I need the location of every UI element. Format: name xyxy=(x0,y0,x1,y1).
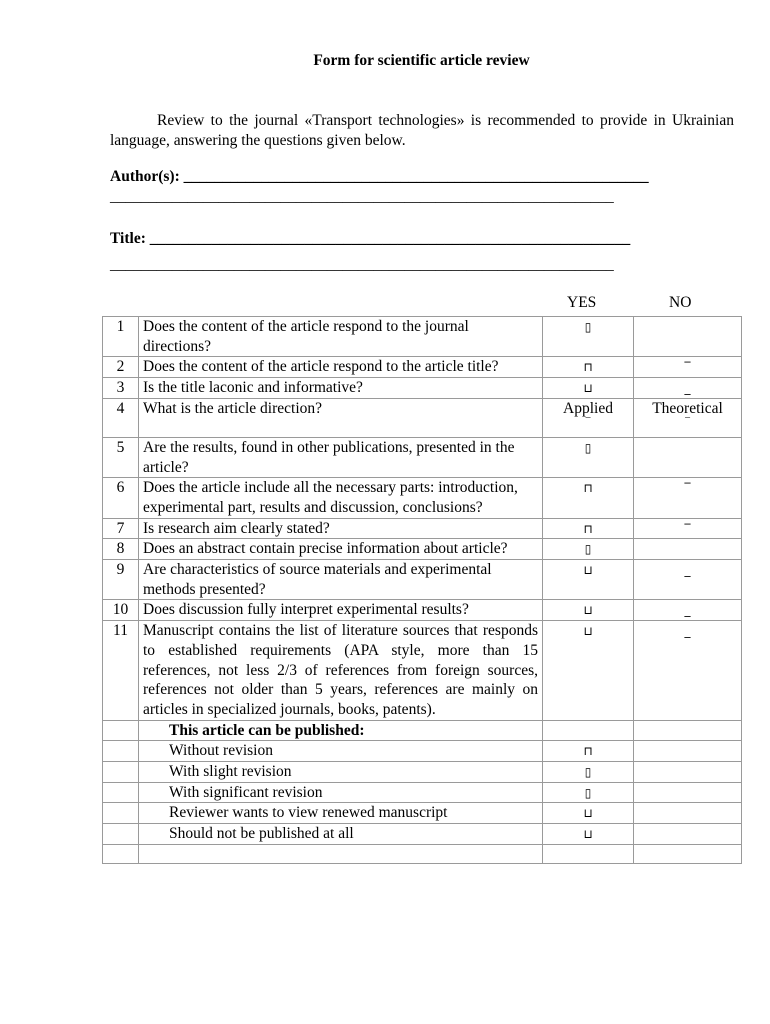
question-row xyxy=(103,317,742,357)
no-checkbox[interactable] xyxy=(634,600,742,621)
question-number: 10 xyxy=(103,600,139,621)
no-checkbox[interactable] xyxy=(634,437,742,477)
yes-checkbox[interactable] xyxy=(543,317,634,357)
question-row xyxy=(103,437,742,477)
publication-option-label: Reviewer wants to view renewed manuscript xyxy=(139,803,543,824)
yes-checkbox[interactable] xyxy=(543,621,634,721)
title-field[interactable] xyxy=(110,230,630,248)
no-checkbox[interactable] xyxy=(634,518,742,539)
checkbox-icon: _ xyxy=(684,603,691,618)
empty-cell xyxy=(634,844,742,863)
author-line-2[interactable]: _________________________________________________________________ xyxy=(110,188,614,205)
publication-option-checkbox[interactable] xyxy=(543,803,634,824)
review-table xyxy=(102,316,742,864)
empty-row xyxy=(103,844,742,863)
question-text: Does the article include all the necessary parts: introduction, experimental part, results and discussion, conclusions? xyxy=(139,478,543,518)
question-text: Are the results, found in other publications, presented in the article? xyxy=(139,437,543,477)
question-text: What is the article direction? xyxy=(139,398,543,437)
empty-cell xyxy=(103,782,139,803)
question-number: 9 xyxy=(103,560,139,600)
empty-cell xyxy=(634,720,742,741)
checkbox-icon: ▯ xyxy=(584,542,592,557)
question-row xyxy=(103,398,742,437)
checkbox-icon: ‾ xyxy=(684,521,691,536)
question-number: 7 xyxy=(103,518,139,539)
question-row xyxy=(103,518,742,539)
empty-cell xyxy=(103,824,139,845)
empty-cell xyxy=(103,762,139,783)
checkbox-icon: ▯ xyxy=(584,320,592,334)
empty-cell xyxy=(103,803,139,824)
checkbox-icon: ▯ xyxy=(584,765,592,780)
question-number: 3 xyxy=(103,378,139,399)
theoretical-option[interactable] xyxy=(634,398,742,437)
checkbox-icon: ▯ xyxy=(584,440,592,455)
publication-heading-row xyxy=(103,720,742,741)
checkbox-icon: ▯ xyxy=(584,785,592,800)
title-label: Title: xyxy=(110,230,146,247)
no-column-header: NO xyxy=(669,294,692,311)
empty-cell xyxy=(634,741,742,762)
question-row xyxy=(103,560,742,600)
yes-checkbox[interactable] xyxy=(543,539,634,560)
yes-checkbox[interactable] xyxy=(543,378,634,399)
title-line-2[interactable]: _________________________________________________________________ xyxy=(110,256,614,273)
no-checkbox[interactable] xyxy=(634,478,742,518)
empty-cell xyxy=(139,844,543,863)
question-text: Does the content of the article respond to the article title? xyxy=(139,357,543,378)
form-title: Form for scientific article review xyxy=(313,52,530,69)
no-checkbox[interactable] xyxy=(634,317,742,357)
no-checkbox[interactable] xyxy=(634,560,742,600)
empty-cell xyxy=(103,741,139,762)
question-number: 5 xyxy=(103,437,139,477)
checkbox-icon: ⊔ xyxy=(583,827,593,842)
question-row xyxy=(103,600,742,621)
yes-checkbox[interactable] xyxy=(543,357,634,378)
question-row xyxy=(103,539,742,560)
publication-option-row xyxy=(103,762,742,783)
checkbox-icon: ⊔ xyxy=(583,603,593,618)
no-checkbox[interactable] xyxy=(634,378,742,399)
publication-option-row xyxy=(103,824,742,845)
checkbox-icon: ⊓ xyxy=(583,744,593,759)
yes-checkbox[interactable] xyxy=(543,437,634,477)
empty-cell xyxy=(634,762,742,783)
checkbox-icon: ‾ xyxy=(684,360,691,375)
no-checkbox[interactable] xyxy=(634,621,742,721)
question-text: Does the content of the article respond to the journal directions? xyxy=(139,317,543,357)
question-number: 8 xyxy=(103,539,139,560)
question-text: Manuscript contains the list of literature sources that responds to established requirements (APA style, more than 15 references, not less 2/3 of references from foreign sources, references not older than 5 years, references are mainly on articles in specialized journals, books, patents). xyxy=(139,621,543,721)
question-text: Is research aim clearly stated? xyxy=(139,518,543,539)
empty-cell xyxy=(634,824,742,845)
checkbox-icon: ⊔ xyxy=(583,381,593,396)
no-checkbox[interactable] xyxy=(634,357,742,378)
publication-option-label: With slight revision xyxy=(139,762,543,783)
intro-text: Review to the journal «Transport technologies» is recommended to provide in Ukrainian language, answering the questions given below. xyxy=(110,112,734,149)
checkbox-icon: ⊔ xyxy=(583,806,593,821)
checkbox-icon: ‾ xyxy=(684,481,691,496)
empty-cell xyxy=(103,844,139,863)
checkbox-icon: ⊓ xyxy=(583,360,593,375)
question-text: Are characteristics of source materials and experimental methods presented? xyxy=(139,560,543,600)
publication-option-checkbox[interactable] xyxy=(543,762,634,783)
yes-checkbox[interactable] xyxy=(543,518,634,539)
publication-option-label: With significant revision xyxy=(139,782,543,803)
checkbox-icon: _ xyxy=(684,624,691,639)
empty-cell xyxy=(543,720,634,741)
question-number: 2 xyxy=(103,357,139,378)
author-field[interactable] xyxy=(110,168,649,186)
question-text: Is the title laconic and informative? xyxy=(139,378,543,399)
question-number: 6 xyxy=(103,478,139,518)
yes-column-header: YES xyxy=(567,294,597,311)
publication-option-checkbox[interactable] xyxy=(543,741,634,762)
question-number: 1 xyxy=(103,317,139,357)
checkbox-icon: _ xyxy=(684,563,691,578)
publication-option-checkbox[interactable] xyxy=(543,824,634,845)
empty-cell xyxy=(543,844,634,863)
publication-heading: This article can be published: xyxy=(139,720,543,741)
applied-checkbox-icon: ‾ xyxy=(585,414,591,430)
question-text: Does discussion fully interpret experimental results? xyxy=(139,600,543,621)
question-text: Does an abstract contain precise information about article? xyxy=(139,539,543,560)
question-number: 11 xyxy=(103,621,139,721)
publication-option-row xyxy=(103,741,742,762)
empty-cell xyxy=(634,782,742,803)
checkbox-icon: _ xyxy=(684,381,691,396)
theoretical-checkbox-icon: ‾ xyxy=(685,414,690,430)
publication-option-checkbox[interactable] xyxy=(543,782,634,803)
publication-option-label: Without revision xyxy=(139,741,543,762)
yes-checkbox[interactable] xyxy=(543,560,634,600)
author-label: Author(s): xyxy=(110,168,180,185)
question-row xyxy=(103,478,742,518)
question-number: 4 xyxy=(103,398,139,437)
question-row xyxy=(103,621,742,721)
publication-option-row xyxy=(103,782,742,803)
title-line-1: ______________________________________________________________ xyxy=(149,230,631,247)
checkbox-icon: ⊓ xyxy=(583,481,593,496)
publication-option-label: Should not be published at all xyxy=(139,824,543,845)
yes-checkbox[interactable] xyxy=(543,478,634,518)
author-line-1: ____________________________________________________________ xyxy=(183,168,649,185)
applied-option[interactable] xyxy=(543,398,634,437)
question-row xyxy=(103,378,742,399)
empty-cell xyxy=(103,720,139,741)
empty-cell xyxy=(634,803,742,824)
checkbox-icon: ⊔ xyxy=(583,624,593,639)
no-checkbox[interactable] xyxy=(634,539,742,560)
question-row xyxy=(103,357,742,378)
checkbox-icon: ⊓ xyxy=(583,521,593,536)
publication-option-row xyxy=(103,803,742,824)
theoretical-label: Theoretical xyxy=(652,399,723,417)
applied-label: Applied xyxy=(563,399,613,417)
yes-checkbox[interactable] xyxy=(543,600,634,621)
checkbox-icon: ⊔ xyxy=(583,563,593,578)
